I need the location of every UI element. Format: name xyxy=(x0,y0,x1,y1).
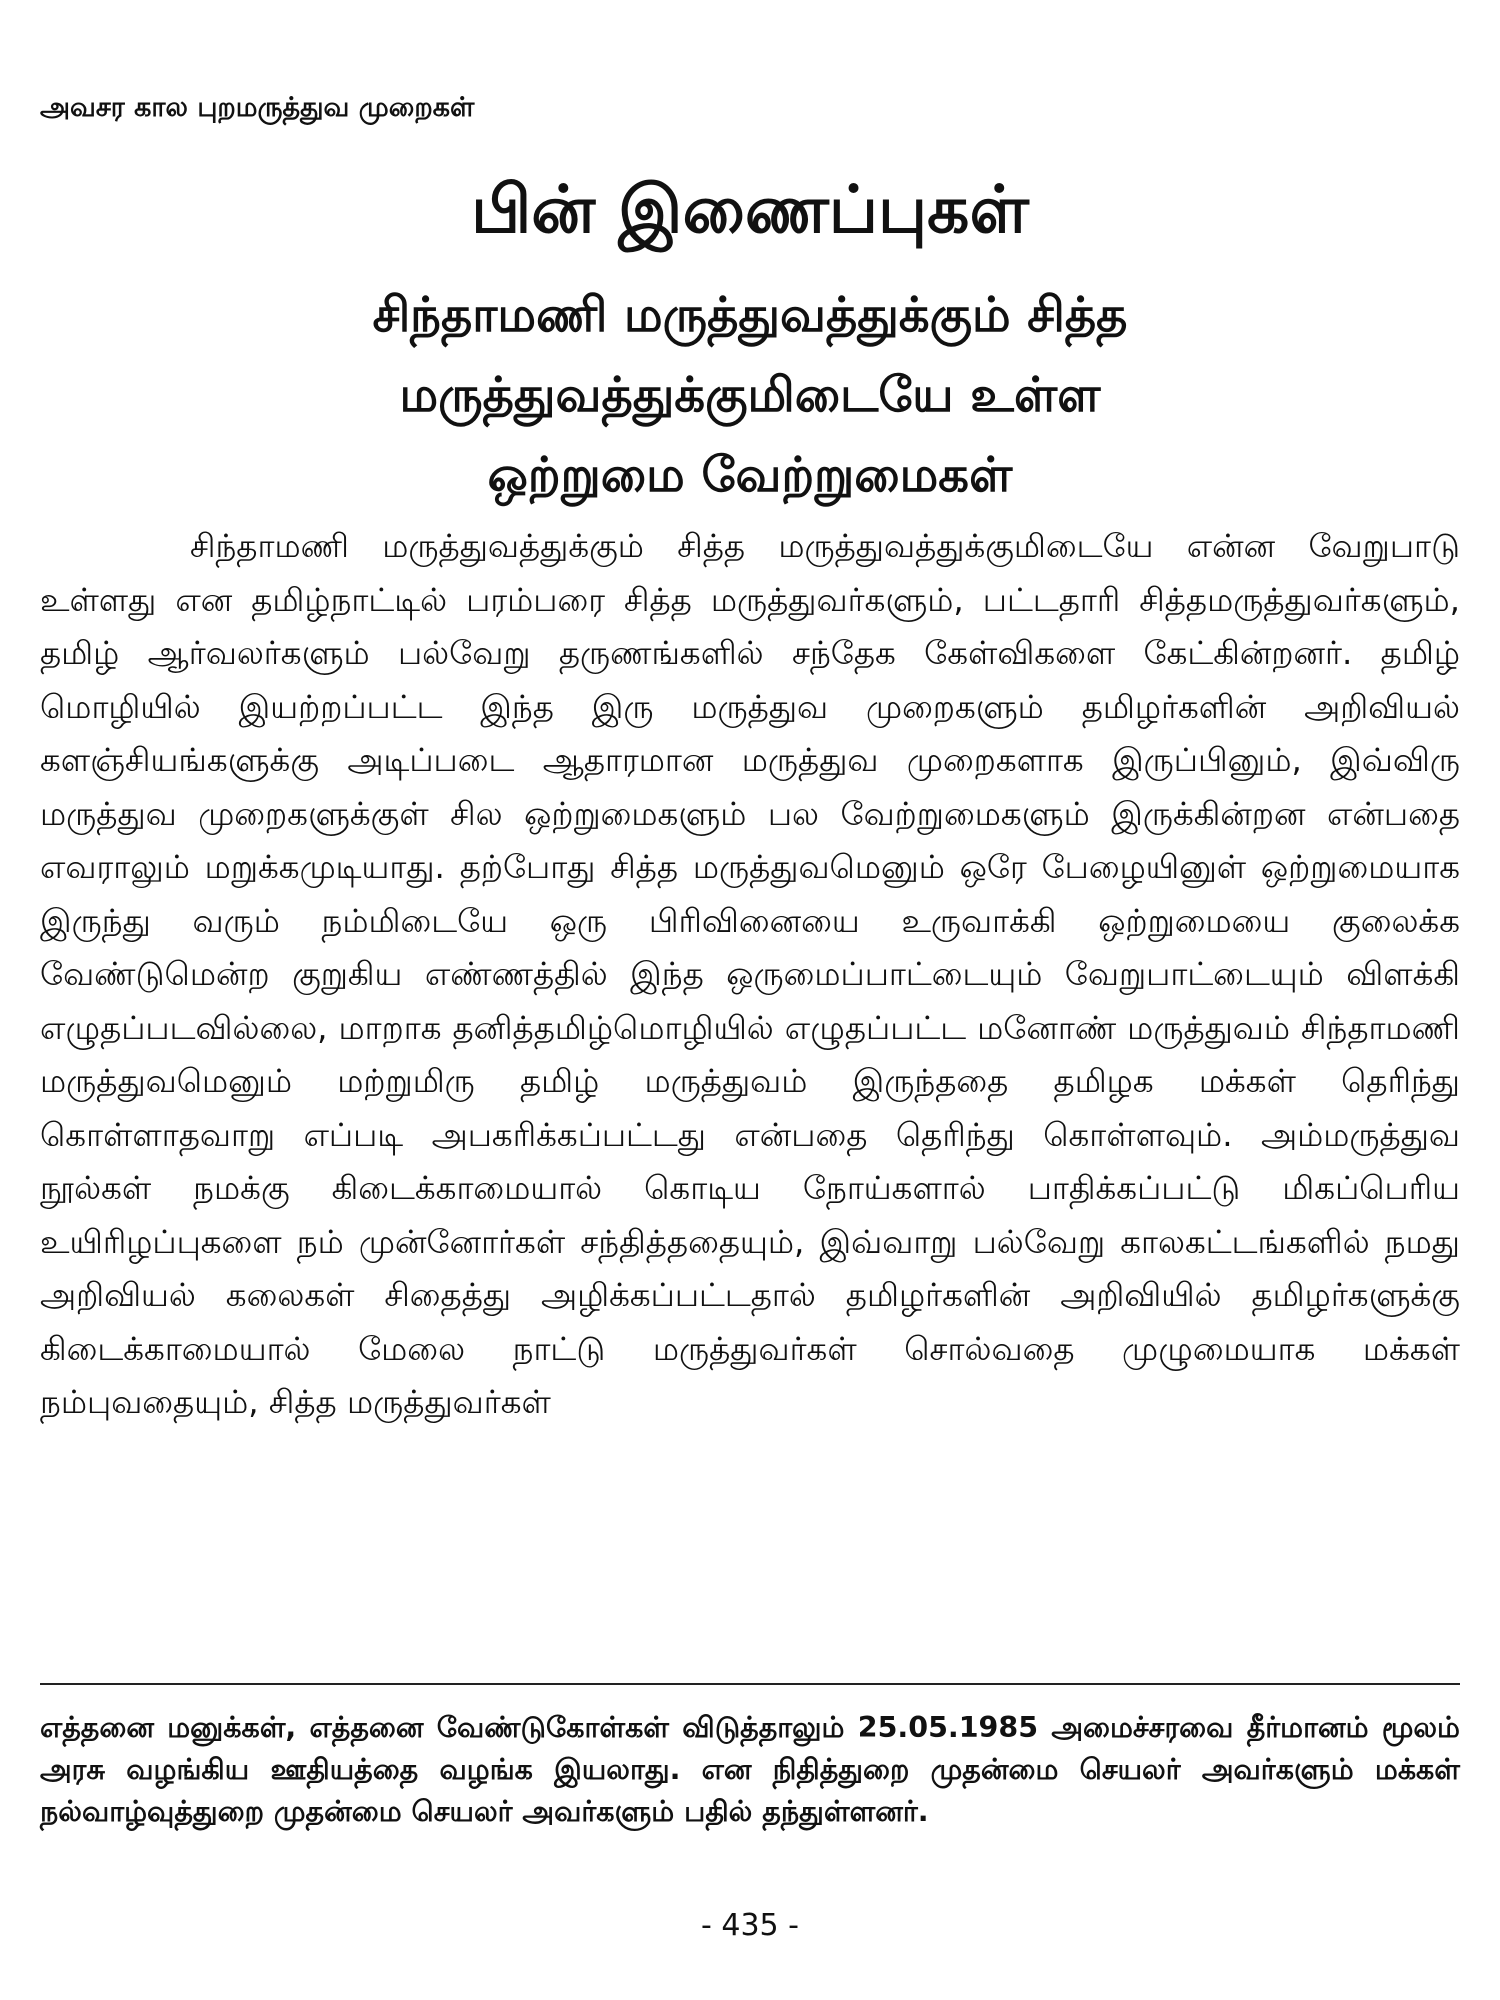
subtitle-line: மருத்துவத்துக்குமிடையே உள்ள xyxy=(399,367,1101,423)
page-number: - 435 - xyxy=(701,1908,799,1943)
section-title: பின் இணைப்புகள் xyxy=(471,171,1029,248)
footnote: எத்தனை மனுக்கள், எத்தனை வேண்டுகோள்கள் விடுத்தாலும் 25.05.1985 அமைச்சரவை தீர்மானம் மூலம் அரசு வழங்கிய ஊதியத்தை வழங்க இயலாது. என நிதித்துறை முதன்மை செயலர் அவர்களும் மக்கள் நல்வாழ்வுத்துறை முதன்மை செயலர் அவர்களும் பதில் தந்துள்ளனர். xyxy=(40,1711,1460,1828)
subtitle-line: சிந்தாமணி மருத்துவத்துக்கும் சித்த xyxy=(372,287,1128,343)
footnote-divider xyxy=(40,1683,1460,1685)
body-paragraph: சிந்தாமணி மருத்துவத்துக்கும் சித்த மருத்துவத்துக்குமிடையே என்ன வேறுபாடு உள்ளது என தமிழ்நாட்டில் பரம்பரை சித்த மருத்துவர்களும், பட்டதாரி சித்தமருத்துவர்களும், தமிழ் ஆர்வலர்களும் பல்வேறு தருணங்களில் சந்தேக கேள்விகளை கேட்கின்றனர். தமிழ் மொழியில் இயற்றப்பட்ட இந்த இரு மருத்துவ முறைகளும் தமிழர்களின் அறிவியல் களஞ்சியங்களுக்கு அடிப்படை ஆதாரமான மருத்துவ முறைகளாக இருப்பினும், இவ்விரு மருத்துவ முறைகளுக்குள் சில ஒற்றுமைகளும் பல வேற்றுமைகளும் இருக்கின்றன என்பதை எவராலும் மறுக்கமுடியாது. தற்போது சித்த மருத்துவமெனும் ஒரே பேழையினுள் ஒற்றுமையாக இருந்து வரும் நம்மிடையே ஒரு பிரிவினையை உருவாக்கி ஒற்றுமையை குலைக்க வேண்டுமென்ற குறுகிய எண்ணத்தில் இந்த ஒருமைப்பாட்டையும் வேறுபாட்டையும் விளக்கி எழுதப்படவில்லை, மாறாக தனித்தமிழ்மொழியில் எழுதப்பட்ட மனோண் மருத்துவம் சிந்தாமணி மருத்துவமெனும் மற்றுமிரு தமிழ் மருத்துவம் இருந்ததை தமிழக மக்கள் தெரிந்து கொள்ளாதவாறு எப்படி அபகரிக்கப்பட்டது என்பதை தெரிந்து கொள்ளவும். அம்மருத்துவ நூல்கள் நமக்கு கிடைக்காமையால் கொடிய நோய்களால் பாதிக்கப்பட்டு மிகப்பெரிய உயிரிழப்புகளை நம் முன்னோர்கள் சந்தித்ததையும், இவ்வாறு பல்வேறு காலகட்டங்களில் நமது அறிவியல் கலைகள் சிதைத்து அழிக்கப்பட்டதால் தமிழர்களின் அறிவியில் தமிழர்களுக்கு கிடைக்காமையால் மேலை நாட்டு மருத்துவர்கள் சொல்வதை முழுமையாக மக்கள் நம்புவதையும், சித்த மருத்துவர்கள் xyxy=(40,527,1460,1421)
running-header: அவசர கால புறமருத்துவ முறைகள் xyxy=(40,92,475,123)
section-subtitle xyxy=(140,275,1360,515)
subtitle-line: ஒற்றுமை வேற்றுமைகள் xyxy=(487,447,1013,503)
